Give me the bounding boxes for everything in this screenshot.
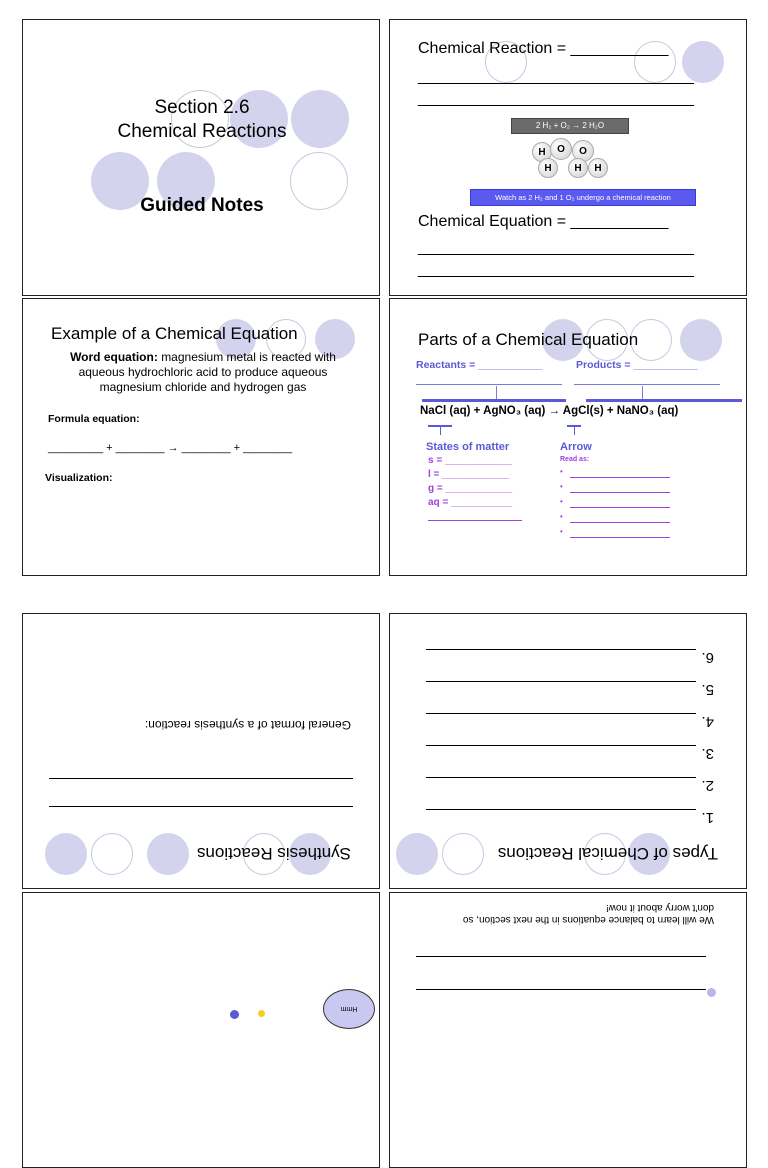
bubble-dot: [258, 1010, 265, 1017]
answer-line: [426, 713, 696, 714]
deco-circle: [680, 319, 722, 361]
molecule-animation: [530, 136, 620, 180]
equation-badge: 2 H₂ + O₂ → 2 H₂O: [511, 118, 629, 134]
slide-heading: Parts of a Chemical Equation: [418, 330, 639, 349]
answer-line: [426, 745, 696, 746]
read-as-line: [570, 522, 670, 523]
slide-heading: Synthesis Reactions: [196, 844, 351, 863]
reactants-label: Reactants = ___________: [416, 359, 543, 371]
slide-bottom-left: [22, 892, 380, 1168]
products-bar: [586, 399, 742, 402]
slide-heading: Chemical Reaction = ___________: [418, 40, 669, 57]
list-item-number: 6.: [701, 649, 714, 666]
blank-line: _______________________________: [418, 68, 694, 85]
read-as-label: Read as:: [560, 456, 590, 463]
read-as-line: [570, 477, 670, 478]
thought-bubble: Hmm: [323, 989, 375, 1029]
balance-note-line-1: We will learn to balance equations in the next section, so: [462, 914, 714, 925]
list-item-number: 3.: [701, 745, 714, 762]
arrow-heading: Arrow: [560, 441, 592, 453]
deco-circle: [396, 833, 438, 875]
deco-circle: [91, 833, 133, 875]
slide-parts-of-equation: [389, 298, 747, 576]
deco-circle: [45, 833, 87, 875]
general-format-text: General format of a synthesis reaction:: [144, 718, 351, 732]
atom-hydrogen: H: [538, 158, 558, 178]
animation-caption: Watch as 2 H₂ and 1 O₂ undergo a chemical reaction: [470, 189, 696, 206]
slide-synthesis-reactions: [22, 613, 380, 889]
blank-line: _______________________________: [418, 261, 694, 278]
word-equation-label: Word equation:: [70, 350, 158, 364]
atom-oxygen: O: [550, 138, 572, 160]
chemical-equation: NaCl (aq) + AgNO₃ (aq) → AgCl(s) + NaNO₃ (aq): [420, 405, 679, 417]
slide-heading: Types of Chemical Reactions: [497, 844, 718, 863]
deco-circle: [442, 833, 484, 875]
word-equation: [53, 350, 353, 395]
slide-title: [22, 19, 380, 296]
read-as-line: [570, 507, 670, 508]
answer-line: [426, 649, 696, 650]
slide-balance-note: [389, 892, 747, 1168]
atom-hydrogen: H: [588, 158, 608, 178]
slide-heading-2: Chemical Equation = ___________: [418, 213, 669, 230]
blank-line: _______________________________: [418, 90, 694, 107]
answer-line: [426, 809, 696, 810]
state-extra-line: [428, 520, 522, 521]
answer-line: [426, 777, 696, 778]
balance-note-line-2: don't worry about it now!: [605, 902, 714, 913]
slide-types-of-reactions: [389, 613, 747, 889]
balance-note: [414, 901, 714, 925]
answer-line: [49, 778, 353, 779]
reactants-bar: [422, 399, 566, 402]
slide-title-text: [23, 96, 380, 144]
products-label: Products = ___________: [576, 359, 698, 371]
slide-heading: Example of a Chemical Equation: [51, 324, 298, 343]
states-heading: States of matter: [426, 441, 510, 453]
states-tick: [440, 427, 441, 435]
formula-blanks: _________ + ________ → ________ + ________: [48, 442, 293, 454]
word-equation-text: magnesium metal is reacted with aqueous hydrochloric acid to produce aqueous magnesium chloride and hydrogen gas: [78, 350, 336, 394]
slide-chemical-reaction: [389, 19, 747, 296]
bracket-tick: [642, 386, 643, 400]
bullet: •: [560, 497, 563, 506]
formula-label: Formula equation:: [48, 413, 140, 425]
answer-line: [416, 989, 706, 990]
atom-oxygen: O: [572, 140, 594, 162]
answer-line: [426, 681, 696, 682]
read-as-line: [570, 537, 670, 538]
subtitle: Guided Notes: [140, 195, 264, 216]
answer-line: [49, 806, 353, 807]
atom-hydrogen: H: [568, 158, 588, 178]
products-underline: [574, 384, 720, 385]
bullet: •: [560, 482, 563, 491]
bullet: •: [560, 512, 563, 521]
list-item-number: 1.: [701, 809, 714, 826]
list-item-number: 2.: [701, 777, 714, 794]
slide-example-equation: [22, 298, 380, 576]
read-as-line: [570, 492, 670, 493]
bullet: •: [560, 467, 563, 476]
blank-line: _______________________________: [418, 239, 694, 256]
state-item: g = ____________: [428, 483, 513, 494]
state-item: aq = ___________: [428, 497, 513, 508]
visualization-label: Visualization:: [45, 472, 113, 484]
title-line-1: Section 2.6: [154, 97, 250, 118]
title-line-2: Chemical Reactions: [117, 121, 287, 142]
bracket-tick: [496, 386, 497, 400]
bullet: •: [560, 527, 563, 536]
atom-hydrogen: H: [532, 142, 552, 162]
state-item: l = ____________: [428, 469, 509, 480]
bullet-dot: [707, 988, 716, 997]
list-item-number: 4.: [701, 713, 714, 730]
state-item: s = ____________: [428, 455, 512, 466]
list-item-number: 5.: [701, 681, 714, 698]
reactants-underline: [416, 384, 562, 385]
deco-circle: [147, 833, 189, 875]
arrow-tick: [574, 427, 575, 435]
bubble-dot: [230, 1010, 239, 1019]
answer-line: [416, 956, 706, 957]
